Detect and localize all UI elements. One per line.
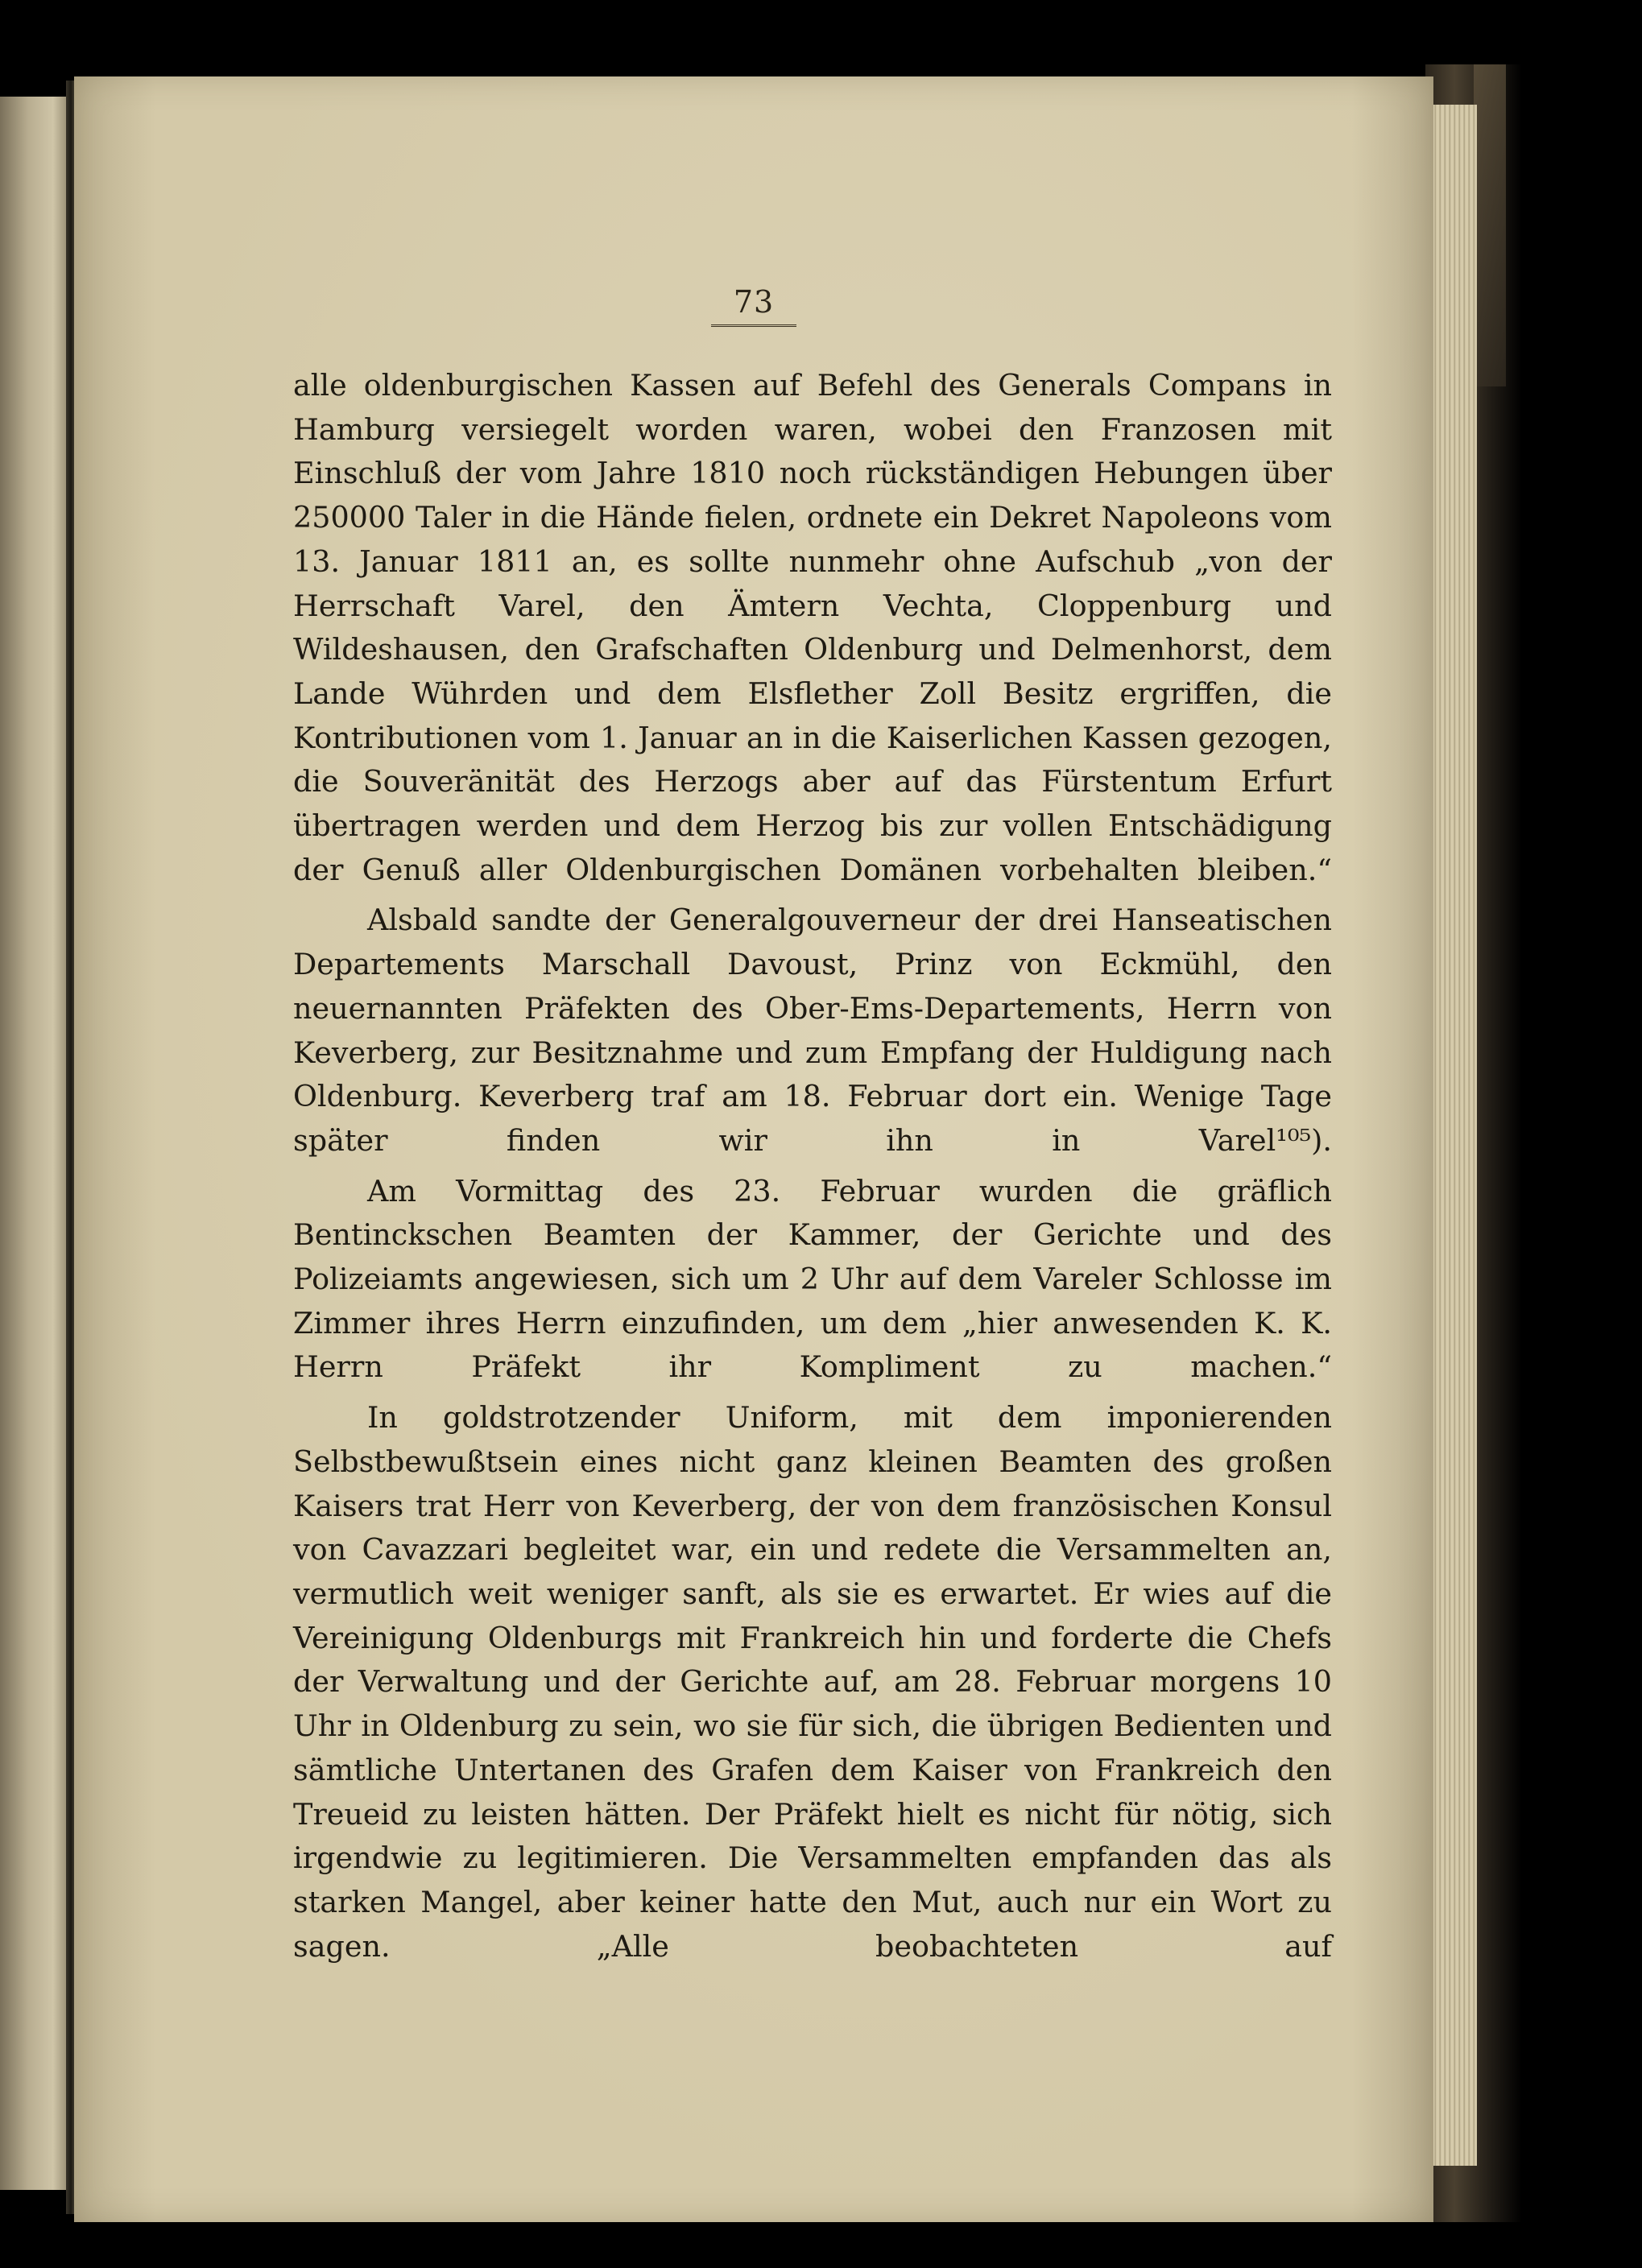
paragraph-4: In goldstrotzender Uniform, mit dem imponierenden Selbstbewußtsein eines nicht ganz kleinen Beamten des großen Kaisers trat Herr von Keverberg, der von dem französischen Konsul von Cavazzari begleitet war, ein und redete die Versammelten an, vermutlich weit weniger sanft, als sie es erwartet. Er wies auf die Vereinigung Oldenburgs mit Frankreich hin und forderte die Chefs der Verwaltung und der Gerichte auf, am 28. Februar morgens 10 Uhr in Oldenburg zu sein, wo sie für sich, die übrigen Bedienten und sämtliche Untertanen des Grafen dem Kaiser von Frankreich den Treueid zu leisten hätten. Der Präfekt hielt es nicht für nötig, sich irgendwie zu legitimieren. Die Versammelten empfanden das als starken Mangel, aber keiner hatte den Mut, auch nur ein Wort zu sagen. „Alle beobachteten auf [293, 1400, 1332, 1964]
body-text [293, 364, 1332, 1968]
page-number-text: 73 [711, 284, 796, 327]
page-number [74, 284, 1433, 327]
book-page [74, 76, 1433, 2222]
left-page-edge [0, 97, 71, 2190]
page-fore-edges [1427, 105, 1477, 2166]
paragraph-2: Alsbald sandte der Generalgouverneur der drei Hanseatischen Departements Marschall Davoust, Prinz von Eckmühl, den neuernannten Präfekten des Ober-Ems-Departements, Herrn von Keverberg, zur Besitznahme und zum Empfang der Huldigung nach Oldenburg. Keverberg traf am 18. Februar dort ein. Wenige Tage später finden wir ihn in Varel¹⁰⁵). [293, 903, 1332, 1158]
paragraph-1: alle oldenburgischen Kassen auf Befehl des Generals Compans in Hamburg versiegelt worden waren, wobei den Franzosen mit Einschluß der vom Jahre 1810 noch rückständigen Hebungen über 250000 Taler in die Hände fielen, ordnete ein Dekret Napoleons vom 13. Januar 1811 an, es sollte nunmehr ohne Aufschub „von der Herrschaft Varel, den Ämtern Vechta, Cloppenburg und Wildeshausen, den Grafschaften Oldenburg und Delmenhorst, dem Lande Wührden und dem Elsflether Zoll Besitz ergriffen, die Kontributionen vom 1. Januar an in die Kaiserlichen Kassen gezogen, die Souveränität des Herzogs aber auf das Fürstentum Erfurt übertragen werden und dem Herzog bis zur vollen Entschädigung der Genuß aller Oldenburgischen Domänen vorbehalten bleiben.“ [293, 368, 1332, 887]
paragraph-3: Am Vormittag des 23. Februar wurden die gräflich Bentinckschen Beamten der Kammer, der Gerichte und des Polizeiamts angewiesen, sich um 2 Uhr auf dem Vareler Schlosse im Zimmer ihres Herrn einzufinden, um dem „hier anwesenden K. K. Herrn Präfekt ihr Kompliment zu machen.“ [293, 1173, 1332, 1385]
